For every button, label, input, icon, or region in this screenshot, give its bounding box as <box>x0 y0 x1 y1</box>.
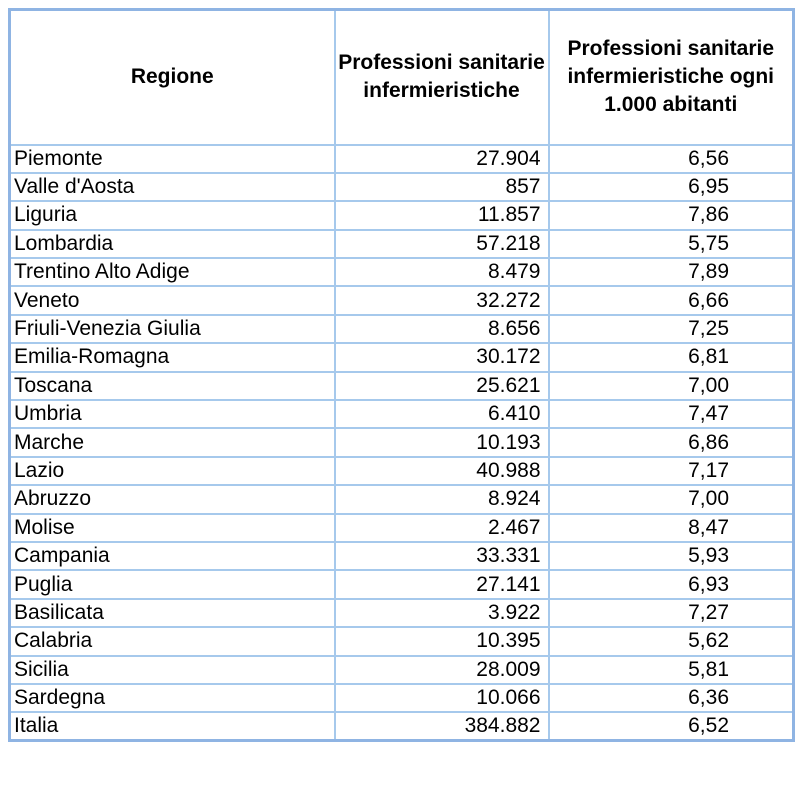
cell-regione: Valle d'Aosta <box>10 173 335 201</box>
table-row <box>10 627 794 655</box>
cell-professioni-sanitarie: 6.410 <box>335 400 549 428</box>
cell-professioni-sanitarie: 32.272 <box>335 286 549 314</box>
cell-regione: Marche <box>10 428 335 456</box>
table-body <box>10 145 794 741</box>
cell-per-1000-abitanti: 7,27 <box>549 599 794 627</box>
table-row <box>10 145 794 173</box>
cell-professioni-sanitarie: 2.467 <box>335 514 549 542</box>
table-row <box>10 372 794 400</box>
table-row <box>10 712 794 741</box>
cell-per-1000-abitanti: 6,66 <box>549 286 794 314</box>
table-row <box>10 343 794 371</box>
cell-regione: Lazio <box>10 457 335 485</box>
cell-regione: Emilia-Romagna <box>10 343 335 371</box>
cell-professioni-sanitarie: 10.193 <box>335 428 549 456</box>
table-row <box>10 457 794 485</box>
cell-professioni-sanitarie: 57.218 <box>335 230 549 258</box>
cell-per-1000-abitanti: 6,86 <box>549 428 794 456</box>
table-row <box>10 201 794 229</box>
table-row <box>10 485 794 513</box>
cell-regione: Calabria <box>10 627 335 655</box>
table-row <box>10 400 794 428</box>
table-row <box>10 542 794 570</box>
cell-professioni-sanitarie: 27.904 <box>335 145 549 173</box>
cell-regione: Lombardia <box>10 230 335 258</box>
cell-professioni-sanitarie: 30.172 <box>335 343 549 371</box>
cell-regione: Veneto <box>10 286 335 314</box>
cell-regione: Trentino Alto Adige <box>10 258 335 286</box>
cell-per-1000-abitanti: 7,17 <box>549 457 794 485</box>
cell-per-1000-abitanti: 6,56 <box>549 145 794 173</box>
cell-per-1000-abitanti: 7,47 <box>549 400 794 428</box>
cell-professioni-sanitarie: 11.857 <box>335 201 549 229</box>
header-row <box>10 10 794 145</box>
cell-regione: Sardegna <box>10 684 335 712</box>
cell-per-1000-abitanti: 5,93 <box>549 542 794 570</box>
cell-professioni-sanitarie: 8.479 <box>335 258 549 286</box>
cell-regione: Toscana <box>10 372 335 400</box>
cell-per-1000-abitanti: 6,36 <box>549 684 794 712</box>
cell-per-1000-abitanti: 5,75 <box>549 230 794 258</box>
cell-professioni-sanitarie: 33.331 <box>335 542 549 570</box>
cell-professioni-sanitarie: 28.009 <box>335 656 549 684</box>
table-row <box>10 570 794 598</box>
cell-per-1000-abitanti: 5,81 <box>549 656 794 684</box>
cell-regione: Italia <box>10 712 335 741</box>
cell-per-1000-abitanti: 6,93 <box>549 570 794 598</box>
table-row <box>10 684 794 712</box>
table-row <box>10 514 794 542</box>
cell-regione: Piemonte <box>10 145 335 173</box>
table-row <box>10 173 794 201</box>
cell-per-1000-abitanti: 7,00 <box>549 485 794 513</box>
cell-per-1000-abitanti: 6,95 <box>549 173 794 201</box>
cell-professioni-sanitarie: 857 <box>335 173 549 201</box>
table-row <box>10 656 794 684</box>
table-row <box>10 286 794 314</box>
cell-professioni-sanitarie: 25.621 <box>335 372 549 400</box>
cell-per-1000-abitanti: 6,81 <box>549 343 794 371</box>
cell-per-1000-abitanti: 7,25 <box>549 315 794 343</box>
table-row <box>10 315 794 343</box>
cell-regione: Umbria <box>10 400 335 428</box>
cell-professioni-sanitarie: 384.882 <box>335 712 549 741</box>
cell-regione: Molise <box>10 514 335 542</box>
cell-professioni-sanitarie: 10.395 <box>335 627 549 655</box>
table-row <box>10 599 794 627</box>
cell-regione: Liguria <box>10 201 335 229</box>
cell-regione: Campania <box>10 542 335 570</box>
cell-regione: Sicilia <box>10 656 335 684</box>
cell-per-1000-abitanti: 5,62 <box>549 627 794 655</box>
cell-professioni-sanitarie: 3.922 <box>335 599 549 627</box>
cell-per-1000-abitanti: 8,47 <box>549 514 794 542</box>
column-header-professioni-sanitarie: Professioni sanitarie infermieristiche <box>335 10 549 145</box>
cell-professioni-sanitarie: 8.656 <box>335 315 549 343</box>
cell-per-1000-abitanti: 7,00 <box>549 372 794 400</box>
cell-professioni-sanitarie: 10.066 <box>335 684 549 712</box>
cell-per-1000-abitanti: 6,52 <box>549 712 794 741</box>
cell-professioni-sanitarie: 8.924 <box>335 485 549 513</box>
column-header-regione: Regione <box>10 10 335 145</box>
table-row <box>10 258 794 286</box>
column-header-professioni-per-1000-abitanti: Professioni sanitarie infermieristiche ogni 1.000 abitanti <box>549 10 794 145</box>
cell-professioni-sanitarie: 27.141 <box>335 570 549 598</box>
cell-per-1000-abitanti: 7,86 <box>549 201 794 229</box>
cell-regione: Abruzzo <box>10 485 335 513</box>
cell-regione: Puglia <box>10 570 335 598</box>
table-row <box>10 230 794 258</box>
table-row <box>10 428 794 456</box>
regions-table <box>8 8 795 742</box>
cell-professioni-sanitarie: 40.988 <box>335 457 549 485</box>
cell-per-1000-abitanti: 7,89 <box>549 258 794 286</box>
cell-regione: Friuli-Venezia Giulia <box>10 315 335 343</box>
cell-regione: Basilicata <box>10 599 335 627</box>
